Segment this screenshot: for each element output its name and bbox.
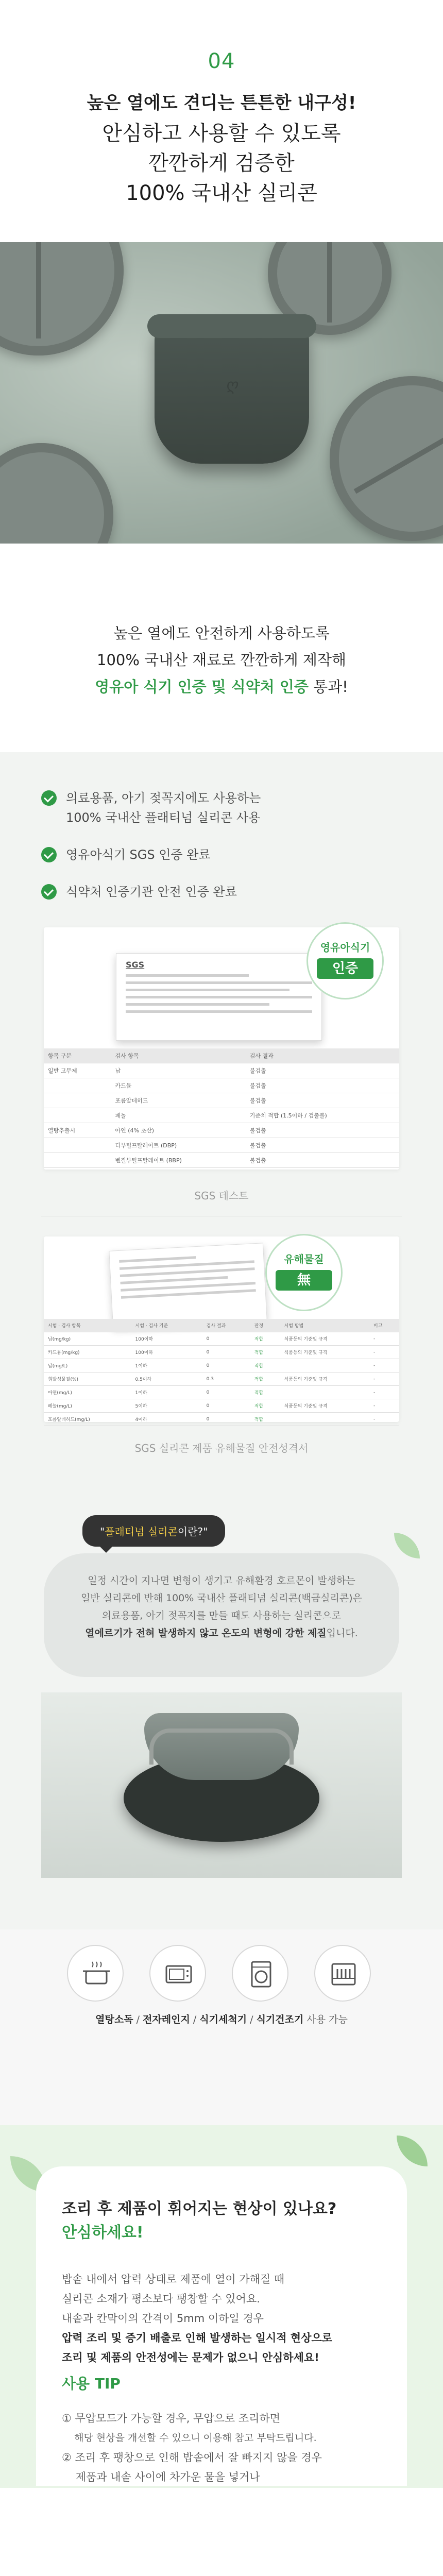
table-cell: 납(mg/L): [44, 1359, 131, 1372]
table-cell: 적합: [250, 1399, 280, 1413]
paragraph-bold: 압력 조리 및 증기 배출로 인해 발생하는 일시적 현상으로: [62, 2332, 333, 2344]
table-cell: [44, 1138, 111, 1153]
table-cell: 적합: [250, 1386, 280, 1399]
table-cell: 벤질부틸프탈레이트 (BBP): [111, 1153, 245, 1168]
table-header: 검사 결과: [246, 1048, 399, 1063]
table-cell: -: [369, 1359, 399, 1372]
badge-main-text: 인증: [317, 958, 373, 979]
hazard-result-table: [44, 1319, 399, 1426]
check-icon: [41, 884, 57, 900]
tip-title: 사용 TIP: [62, 2375, 121, 2392]
table-row: [44, 1386, 399, 1399]
silicone-pot-image: [155, 319, 309, 464]
table-cell: 적합: [250, 1346, 280, 1359]
sgs-cert-card: [44, 927, 399, 1170]
table-row: [44, 1413, 399, 1426]
bubble-highlight: 플래티넘 실리콘: [105, 1526, 178, 1538]
microwave-icon: [149, 1945, 206, 2002]
check-item: [41, 882, 237, 902]
safety-section: [0, 544, 443, 752]
table-cell: 포름알데히드: [111, 1093, 245, 1108]
table-cell: 불검출: [246, 1063, 399, 1078]
cert-caption: SGS 실리콘 제품 유해물질 안전성격서: [134, 1442, 309, 1454]
table-row: [44, 1108, 399, 1123]
table-cell: 디부틸프탈레이트 (DBP): [111, 1138, 245, 1153]
table-cell: 아연 (4% 초산): [111, 1123, 245, 1138]
badge-top-text: 영유아식기: [320, 941, 370, 954]
table-cell: 0: [202, 1346, 250, 1359]
table-row: [44, 1078, 399, 1093]
certificate-document-image: [109, 1243, 267, 1328]
paragraph-bold: 조리 및 제품의 안전성에는 문제가 없으니 안심하세요!: [62, 2351, 319, 2364]
table-cell: 적합: [250, 1332, 280, 1346]
table-cell: 0: [202, 1359, 250, 1372]
table-cell: 납: [111, 1063, 245, 1078]
hero-product-photo: [0, 242, 443, 544]
safety-suffix: 통과!: [308, 678, 348, 696]
headline-line: 안심하고 사용할 수 있도록: [102, 122, 341, 145]
rack-image: [149, 1728, 294, 1765]
description-line: 일반 실리콘에 반해 100% 국내산 플래티넘 실리콘(백금실리콘)은: [81, 1592, 362, 1604]
table-row: [44, 1153, 399, 1168]
table-cell: 불검출: [246, 1153, 399, 1168]
table-row: [44, 1063, 399, 1078]
table-cell: 카드뮴(mg/kg): [44, 1346, 131, 1359]
table-cell: [280, 1359, 369, 1372]
description-line: [73, 1624, 370, 1642]
description-line: 일정 시간이 지나면 변형이 생기고 유해환경 호르몬이 발생하는: [88, 1575, 355, 1586]
table-cell: -: [369, 1346, 399, 1359]
badge-main-text: 無: [276, 1270, 332, 1291]
table-cell: 1이하: [131, 1359, 202, 1372]
table-cell: [44, 1153, 111, 1168]
usage-item: 식기세척기: [199, 2014, 247, 2025]
table-cell: [44, 1078, 111, 1093]
platinum-bubble: [82, 1515, 225, 1547]
table-cell: 식품등의 기준및 규격: [280, 1372, 369, 1386]
paragraph-line: 실리콘 소재가 평소보다 팽창할 수 있어요.: [62, 2293, 260, 2305]
check-item: [41, 845, 211, 865]
check-text: 의료용품, 아기 젖꼭지에도 사용하는: [66, 791, 261, 805]
table-row: [44, 1332, 399, 1346]
check-text: 100% 국내산 플래티넘 실리콘 사용: [66, 810, 261, 825]
tip-line: ② 조리 후 팽창으로 인해 밥솥에서 잘 빠지지 않을 경우: [62, 2451, 322, 2464]
table-row: [44, 1372, 399, 1386]
usage-item: 식기건조기: [256, 2014, 304, 2025]
table-header: 검사 항목: [111, 1048, 245, 1063]
bubble-text: 이란?": [177, 1526, 208, 1538]
bubble-text: ": [100, 1526, 105, 1538]
steam-sterilization-photo: [41, 1692, 402, 1878]
table-header-row: [44, 1319, 399, 1332]
section-number: 04: [208, 49, 235, 73]
badge-top-text: 유해물질: [284, 1253, 324, 1265]
table-cell: 0: [202, 1386, 250, 1399]
table-header: 시험 · 검사 항목: [44, 1319, 131, 1332]
table-cell: 0: [202, 1332, 250, 1346]
table-cell: 카드뮴: [111, 1078, 245, 1093]
dishwasher-icon: [232, 1945, 288, 2002]
table-cell: 100이하: [131, 1346, 202, 1359]
table-cell: 페놀: [111, 1108, 245, 1123]
table-cell: 휘발성물질(%): [44, 1372, 131, 1386]
tip-question: [62, 2197, 336, 2245]
question-text: 조리 후 제품이 휘어지는 현상이 있나요?: [62, 2200, 337, 2218]
tip-card: [36, 2166, 407, 2486]
table-cell: [280, 1386, 369, 1399]
table-row: [44, 1123, 399, 1138]
table-row: [44, 1399, 399, 1413]
safety-highlight: 영유아 식기 인증 및 식약처 인증: [95, 678, 309, 696]
platinum-silicone-section: [0, 1476, 443, 1929]
sgs-result-table: [44, 1048, 399, 1168]
safety-line: 높은 열에도 안전하게 사용하도록: [113, 624, 330, 642]
table-cell: [44, 1093, 111, 1108]
table-cell: 불검출: [246, 1138, 399, 1153]
description-end: 입니다.: [326, 1628, 358, 1639]
leaf-icon: [394, 1533, 420, 1558]
table-cell: 1이하: [131, 1386, 202, 1399]
table-cell: 식품등의 기준및 규격: [280, 1332, 369, 1346]
table-header: 항목 구분: [44, 1048, 111, 1063]
usage-section: [0, 1929, 443, 2125]
table-cell: 불검출: [246, 1123, 399, 1138]
table-header: 판정: [250, 1319, 280, 1332]
table-cell: [44, 1108, 111, 1123]
tip-paragraph: [62, 2269, 332, 2367]
tip-section: [0, 2125, 443, 2488]
check-item: [41, 788, 261, 827]
tip-list: [62, 2409, 381, 2487]
dish-rack-icon: [314, 1945, 371, 2002]
usage-suffix: 사용 가능: [306, 2014, 348, 2025]
table-cell: -: [369, 1372, 399, 1386]
leaf-icon: [397, 2136, 428, 2166]
tip-line: ① 무압모드가 가능할 경우, 무압으로 조리하면: [62, 2412, 281, 2425]
table-header: 검사 결과: [202, 1319, 250, 1332]
table-cell: -: [369, 1332, 399, 1346]
table-header: 비고: [369, 1319, 399, 1332]
table-row: [44, 1346, 399, 1359]
safety-line: [0, 673, 443, 700]
check-text: 식약처 인증기관 안전 인증 완료: [66, 885, 237, 899]
table-cell: 불검출: [246, 1078, 399, 1093]
section-subtitle: 높은 열에도 견디는 튼튼한 내구성!: [87, 93, 356, 113]
doc-logo: SGS: [126, 960, 145, 970]
table-cell: 0.5이하: [131, 1372, 202, 1386]
safety-text: [0, 620, 443, 700]
table-cell: 불검출: [246, 1093, 399, 1108]
tip-line: 제품과 내솥 사이에 차가운 물을 넣거나: [62, 2471, 260, 2483]
pot-icon: [67, 1945, 124, 2002]
table-cell: -: [369, 1399, 399, 1413]
table-row: [44, 1359, 399, 1372]
check-text: 영유아식기 SGS 인증 완료: [66, 848, 211, 862]
table-row: [44, 1138, 399, 1153]
headline-line: 깐깐하게 검증한: [148, 151, 295, 175]
section-headline: [0, 118, 443, 208]
platinum-description: [44, 1553, 399, 1677]
headline-line: 100% 국내산 실리콘: [126, 181, 317, 205]
table-cell: 아연(mg/L): [44, 1386, 131, 1399]
tip-line: 해당 현상을 개선할 수 있으니 이용해 참고 부탁드립니다.: [62, 2432, 317, 2444]
table-cell: 식품등의 기준및 규격: [280, 1346, 369, 1359]
usage-item: 열탕소독: [95, 2014, 133, 2025]
cert-caption: SGS 테스트: [194, 1190, 249, 1202]
table-cell: 납(mg/kg): [44, 1332, 131, 1346]
description-bold: 열에르기가 전혀 발생하지 않고 온도의 변형에 강한 제질: [85, 1628, 327, 1639]
table-cell: 4이하: [131, 1413, 202, 1426]
intro-section: [0, 0, 443, 242]
table-cell: 식품등의 기준및 규격: [280, 1399, 369, 1413]
table-cell: 0: [202, 1413, 250, 1426]
table-cell: 적합: [250, 1372, 280, 1386]
table-cell: 0.3: [202, 1372, 250, 1386]
table-cell: 100이하: [131, 1332, 202, 1346]
table-cell: 페놀(mg/L): [44, 1399, 131, 1413]
table-cell: 일반 고무제: [44, 1063, 111, 1078]
description-line: 의료용품, 아기 젖꼭지를 만들 때도 사용하는 실리콘으로: [101, 1610, 342, 1621]
table-cell: [280, 1413, 369, 1426]
paragraph-line: 내솥과 칸막이의 간격이 5mm 이하일 경우: [62, 2312, 264, 2325]
answer-text: 안심하세요!: [62, 2224, 144, 2242]
table-cell: 적합: [250, 1413, 280, 1426]
table-cell: 열탕추출시: [44, 1123, 111, 1138]
check-icon: [41, 847, 57, 862]
table-cell: 5이하: [131, 1399, 202, 1413]
check-icon: [41, 790, 57, 806]
no-hazard-badge: [265, 1234, 343, 1311]
usage-item: 전자레인지: [143, 2014, 190, 2025]
paragraph-line: 밥솥 내에서 압력 상태로 제품에 열이 가해질 때: [62, 2273, 285, 2285]
table-header: 시험 · 검사 기준: [131, 1319, 202, 1332]
certification-section: [0, 752, 443, 1476]
table-cell: 기준치 적합 (1.5이하 / 검출불): [246, 1108, 399, 1123]
table-header-row: [44, 1048, 399, 1063]
table-row: [44, 1093, 399, 1108]
table-cell: 0: [202, 1399, 250, 1413]
infant-cert-badge: [306, 922, 384, 999]
certificate-document-image: [116, 953, 322, 1041]
safety-line: 100% 국내산 재료로 깐깐하게 제작해: [97, 651, 346, 669]
table-cell: 적합: [250, 1359, 280, 1372]
pot-logo: ღ: [226, 376, 238, 394]
table-header: 시험 방법: [280, 1319, 369, 1332]
table-cell: -: [369, 1413, 399, 1426]
table-cell: 포름알데히드(mg/L): [44, 1413, 131, 1426]
usage-label: 열탕소독 / 전자레인지 / 식기세척기 / 식기건조기 사용 가능: [95, 2014, 348, 2025]
table-cell: -: [369, 1386, 399, 1399]
hazard-cert-card: [44, 1236, 399, 1422]
